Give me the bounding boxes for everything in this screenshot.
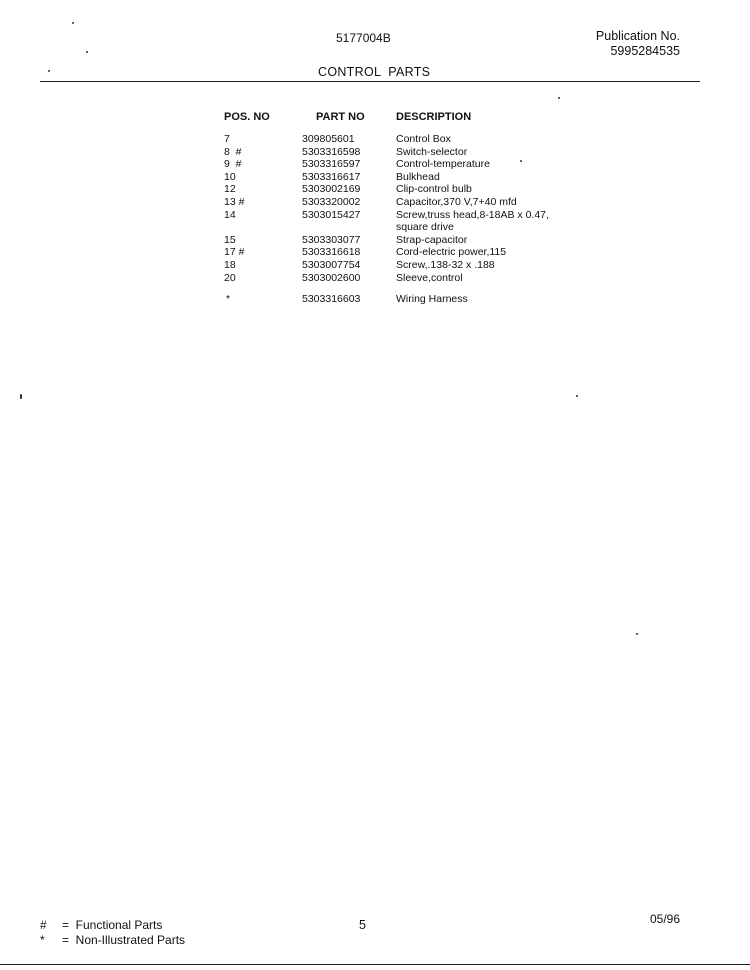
page-number: 5	[359, 918, 366, 932]
scan-speck	[520, 160, 522, 162]
header-divider	[40, 81, 700, 82]
publication-label: Publication No.	[595, 29, 680, 43]
description-cell: Bulkhead	[396, 170, 440, 183]
scan-speck	[48, 70, 50, 72]
table-row	[224, 171, 576, 184]
part-cell: 309805601	[302, 133, 355, 145]
pos-cell: 12	[224, 183, 236, 196]
pos-cell: 17 #	[224, 246, 245, 259]
description-cell: Strap-capacitor	[396, 233, 468, 246]
description-cell: Switch-selector	[396, 145, 468, 158]
legend-item-non-illustrated	[40, 933, 185, 948]
pos-cell: 7	[224, 133, 230, 145]
part-cell: 5303007754	[302, 258, 361, 271]
legend-symbol: #	[40, 918, 47, 932]
description-cell: Control Box	[396, 133, 451, 145]
scan-speck	[576, 395, 578, 397]
pos-cell: 18	[224, 258, 236, 271]
description-cell: Sleeve,control	[396, 271, 463, 284]
table-row	[224, 196, 576, 209]
table-row	[224, 146, 576, 159]
footer-divider	[0, 964, 750, 965]
section-title: CONTROL PARTS	[318, 65, 431, 79]
scan-speck	[72, 22, 74, 24]
table-row	[224, 272, 576, 285]
scan-speck	[20, 394, 22, 399]
legend	[40, 918, 185, 948]
description-cell: Control-temperature	[396, 158, 490, 171]
table-row	[224, 183, 576, 196]
legend-item-functional	[40, 918, 185, 933]
description-cell: Clip-control bulb	[396, 183, 472, 196]
scan-speck	[86, 51, 88, 53]
part-cell: 5303316597	[302, 158, 361, 171]
description-cell	[396, 209, 576, 234]
part-cell: 5303002169	[302, 183, 361, 196]
column-header-part: PART NO	[316, 111, 365, 123]
column-header-pos: POS. NO	[224, 111, 270, 123]
part-cell: 5303316618	[302, 246, 361, 259]
description-line: square drive	[396, 221, 454, 234]
legend-text: = Functional Parts	[62, 918, 163, 932]
column-header-description: DESCRIPTION	[396, 111, 472, 123]
pos-cell: *	[226, 293, 231, 306]
table-row	[224, 209, 576, 234]
row-spacer	[224, 284, 576, 293]
description-cell: Wiring Harness	[396, 293, 468, 306]
part-cell: 5303316617	[302, 170, 361, 183]
scan-speck	[558, 97, 560, 99]
part-cell: 5303316598	[302, 145, 361, 158]
pos-cell: 8 #	[224, 145, 242, 158]
description-cell: Cord-electric power,115	[396, 246, 507, 259]
description-line: Screw,truss head,8-18AB x 0.47,	[396, 208, 549, 221]
table-row	[224, 259, 576, 272]
table-row	[224, 234, 576, 247]
legend-symbol: *	[40, 933, 45, 947]
pos-cell: 13 #	[224, 195, 245, 208]
part-cell: 5303303077	[302, 233, 361, 246]
revision-date: 05/96	[650, 912, 681, 926]
parts-table	[224, 111, 576, 306]
part-cell: 5303015427	[302, 208, 361, 221]
pos-cell: 15	[224, 233, 236, 246]
pos-cell: 10	[224, 170, 236, 183]
publication-number: 5995284535	[610, 44, 680, 58]
part-cell: 5303316603	[302, 293, 361, 306]
table-row-non-illustrated	[224, 293, 576, 306]
pos-cell: 20	[224, 271, 236, 284]
model-number: 5177004B	[336, 31, 391, 45]
description-cell: Capacitor,370 V,7+40 mfd	[396, 195, 517, 208]
part-cell: 5303002600	[302, 271, 361, 284]
part-cell: 5303320002	[302, 195, 361, 208]
table-row	[224, 133, 576, 146]
table-row	[224, 158, 576, 171]
table-header-row	[224, 111, 576, 133]
publication-block	[596, 29, 680, 59]
legend-text: = Non-Illustrated Parts	[62, 933, 186, 947]
pos-cell: 9 #	[224, 158, 242, 171]
description-cell: Screw,.138-32 x .188	[396, 258, 495, 271]
table-row	[224, 246, 576, 259]
scan-speck	[636, 633, 638, 635]
pos-cell: 14	[224, 208, 236, 221]
